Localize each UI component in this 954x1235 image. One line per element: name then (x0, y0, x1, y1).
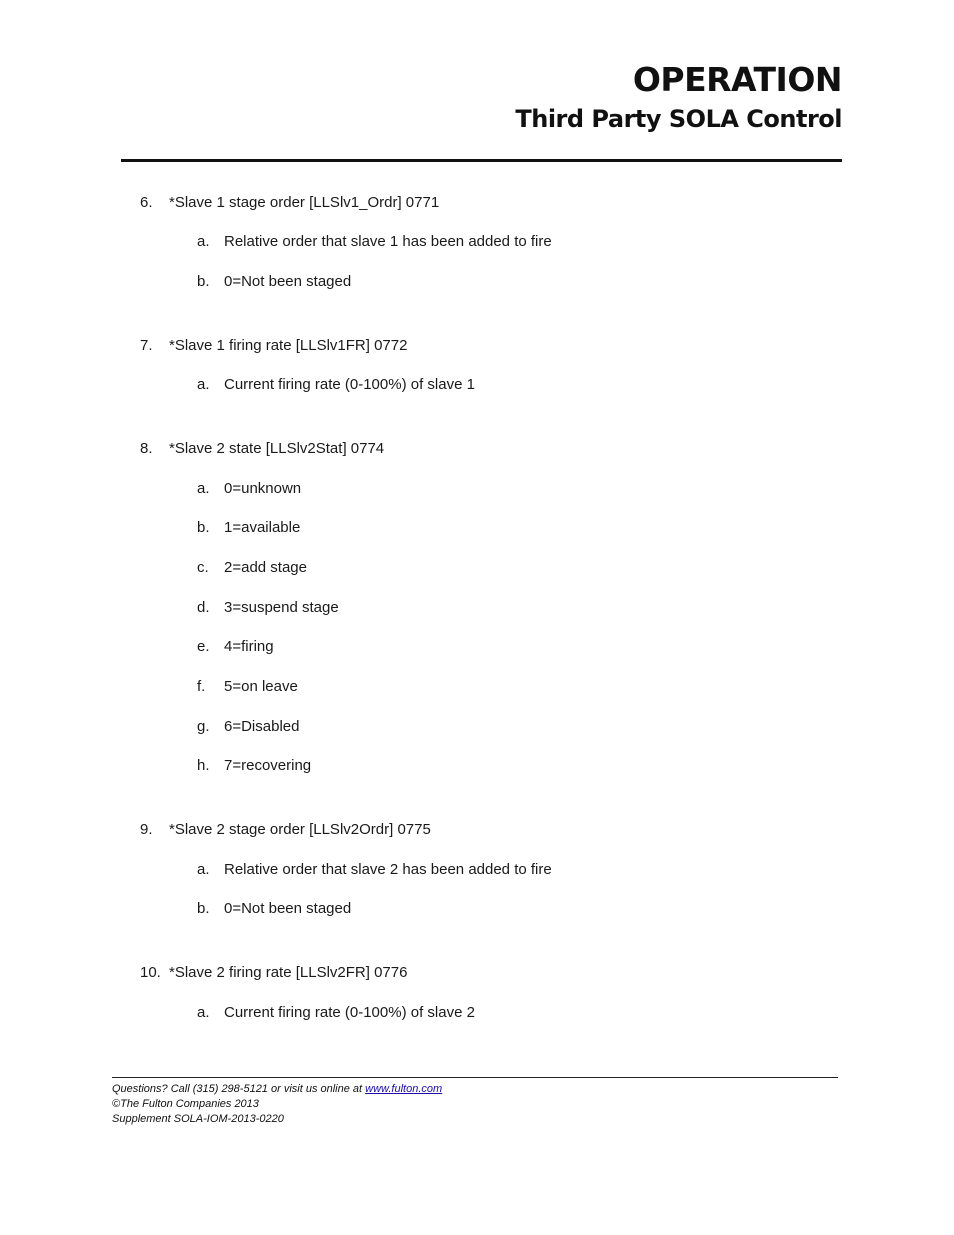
sub-item-letter: a. (197, 1004, 210, 1021)
sub-item-letter: d. (197, 599, 210, 616)
sub-item-text: 0=unknown (224, 480, 302, 497)
sub-item-text: 5=on leave (224, 678, 298, 695)
item-text: *Slave 2 state [LLSlv2Stat] 0774 (169, 440, 385, 457)
sub-item-text: 6=Disabled (224, 718, 300, 735)
footer-divider (112, 1077, 838, 1078)
sub-item-letter: b. (197, 519, 210, 536)
sub-item-letter: a. (197, 376, 210, 393)
sub-item-text: 3=suspend stage (224, 599, 339, 616)
sub-item-text: 4=firing (224, 638, 274, 655)
sub-item-letter: a. (197, 861, 210, 878)
footer-questions-line (112, 1082, 442, 1097)
footer-questions-text: Questions? Call (315) 298-5121 or visit us online at (112, 1083, 366, 1095)
sub-item-text: 0=Not been staged (224, 900, 352, 917)
sub-item-letter: b. (197, 900, 210, 917)
footer-copyright: ©The Fulton Companies 2013 (112, 1098, 259, 1110)
page-footer (112, 1082, 442, 1127)
website-link[interactable]: www.fulton.com (365, 1083, 443, 1095)
sub-item-letter: e. (197, 638, 210, 655)
item-text: *Slave 1 stage order [LLSlv1_Ordr] 0771 (169, 194, 440, 211)
sub-item-text: 7=recovering (224, 757, 312, 774)
section-title: OPERATION (632, 60, 842, 99)
sub-item-letter: f. (197, 678, 206, 695)
item-text: *Slave 2 stage order [LLSlv2Ordr] 0775 (169, 821, 431, 838)
sub-item-letter: g. (197, 718, 210, 735)
item-text: *Slave 2 firing rate [LLSlv2FR] 0776 (169, 964, 408, 981)
sub-item-text: Relative order that slave 1 has been added to fire (224, 233, 552, 250)
item-text: *Slave 1 firing rate [LLSlv1FR] 0772 (169, 337, 408, 354)
sub-item-text: Current firing rate (0-100%) of slave 1 (224, 376, 475, 393)
sub-item-letter: a. (197, 233, 210, 250)
footer-supplement: Supplement SOLA-IOM-2013-0220 (112, 1113, 284, 1125)
sub-item-letter: b. (197, 273, 210, 290)
item-number: 7. (140, 337, 153, 354)
sub-item-text: Current firing rate (0-100%) of slave 2 (224, 1004, 475, 1021)
sub-item-letter: h. (197, 757, 210, 774)
item-number: 9. (140, 821, 153, 838)
sub-item-text: Relative order that slave 2 has been added to fire (224, 861, 552, 878)
section-subtitle: Third Party SOLA Control (515, 105, 842, 133)
sub-item-text: 0=Not been staged (224, 273, 352, 290)
sub-item-text: 1=available (224, 519, 301, 536)
item-number: 10. (140, 964, 161, 981)
sub-item-letter: a. (197, 480, 210, 497)
sub-item-text: 2=add stage (224, 559, 307, 576)
item-number: 6. (140, 194, 153, 211)
sub-item-letter: c. (197, 559, 209, 576)
item-number: 8. (140, 440, 153, 457)
